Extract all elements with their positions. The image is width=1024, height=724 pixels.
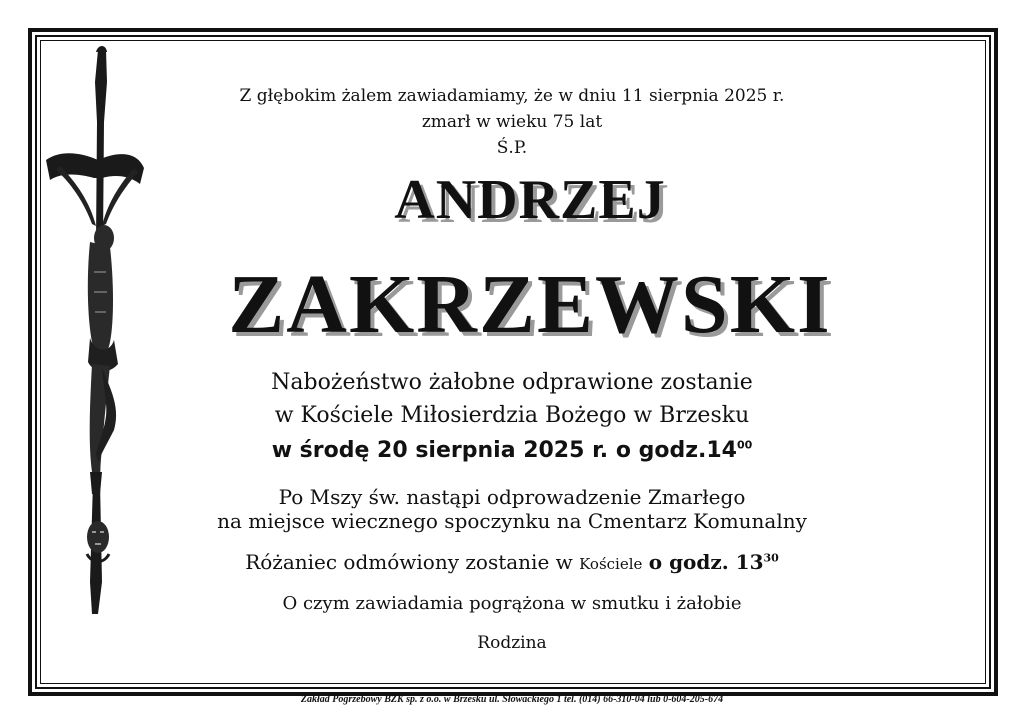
service-time-superscript: 00	[736, 438, 753, 452]
rosary-time	[649, 550, 779, 574]
burial-line-2: na miejsce wiecznego spoczynku na Cmentarz Komunalny	[217, 509, 807, 533]
closing-line: O czym zawiadamia pogrążona w smutku i żałobie	[282, 593, 742, 614]
last-name: ZAKRZEWSKI	[228, 258, 832, 351]
inner-border	[40, 40, 986, 684]
intro-line-3: Ś.P.	[496, 138, 528, 158]
service-line-1: Nabożeństwo żałobne odprawione zostanie	[271, 370, 753, 395]
intro-line-2: zmarł w wieku 75 lat	[421, 112, 603, 132]
funeral-home-footer: Zakład Pogrzebowy BZK sp. z o.o. w Brzesku ul. Słowackiego 1 tel. (014) 66-310-04 lub 0-604-205-674	[300, 694, 724, 705]
rosary-line	[0, 550, 1024, 574]
rosary-time-superscript: 30	[763, 551, 779, 565]
rosary-text: Różaniec odmówiony zostanie w	[245, 550, 573, 574]
service-date-text: w środę 20 sierpnia 2025 r. o godz.14	[271, 438, 737, 463]
signature: Rodzina	[477, 633, 547, 653]
service-line-2: w Kościele Miłosierdzia Bożego w Brzesku	[274, 403, 750, 428]
service-date-line	[0, 438, 1024, 463]
rosary-place: Kościele	[579, 555, 643, 573]
burial-line-1: Po Mszy św. nastąpi odprowadzenie Zmarłego	[278, 485, 746, 509]
intro-line-1: Z głębokim żalem zawiadamiamy, że w dniu 11 sierpnia 2025 r.	[239, 86, 785, 106]
rosary-time-text: o godz. 13	[648, 550, 764, 574]
first-name: ANDRZEJ	[394, 169, 666, 231]
